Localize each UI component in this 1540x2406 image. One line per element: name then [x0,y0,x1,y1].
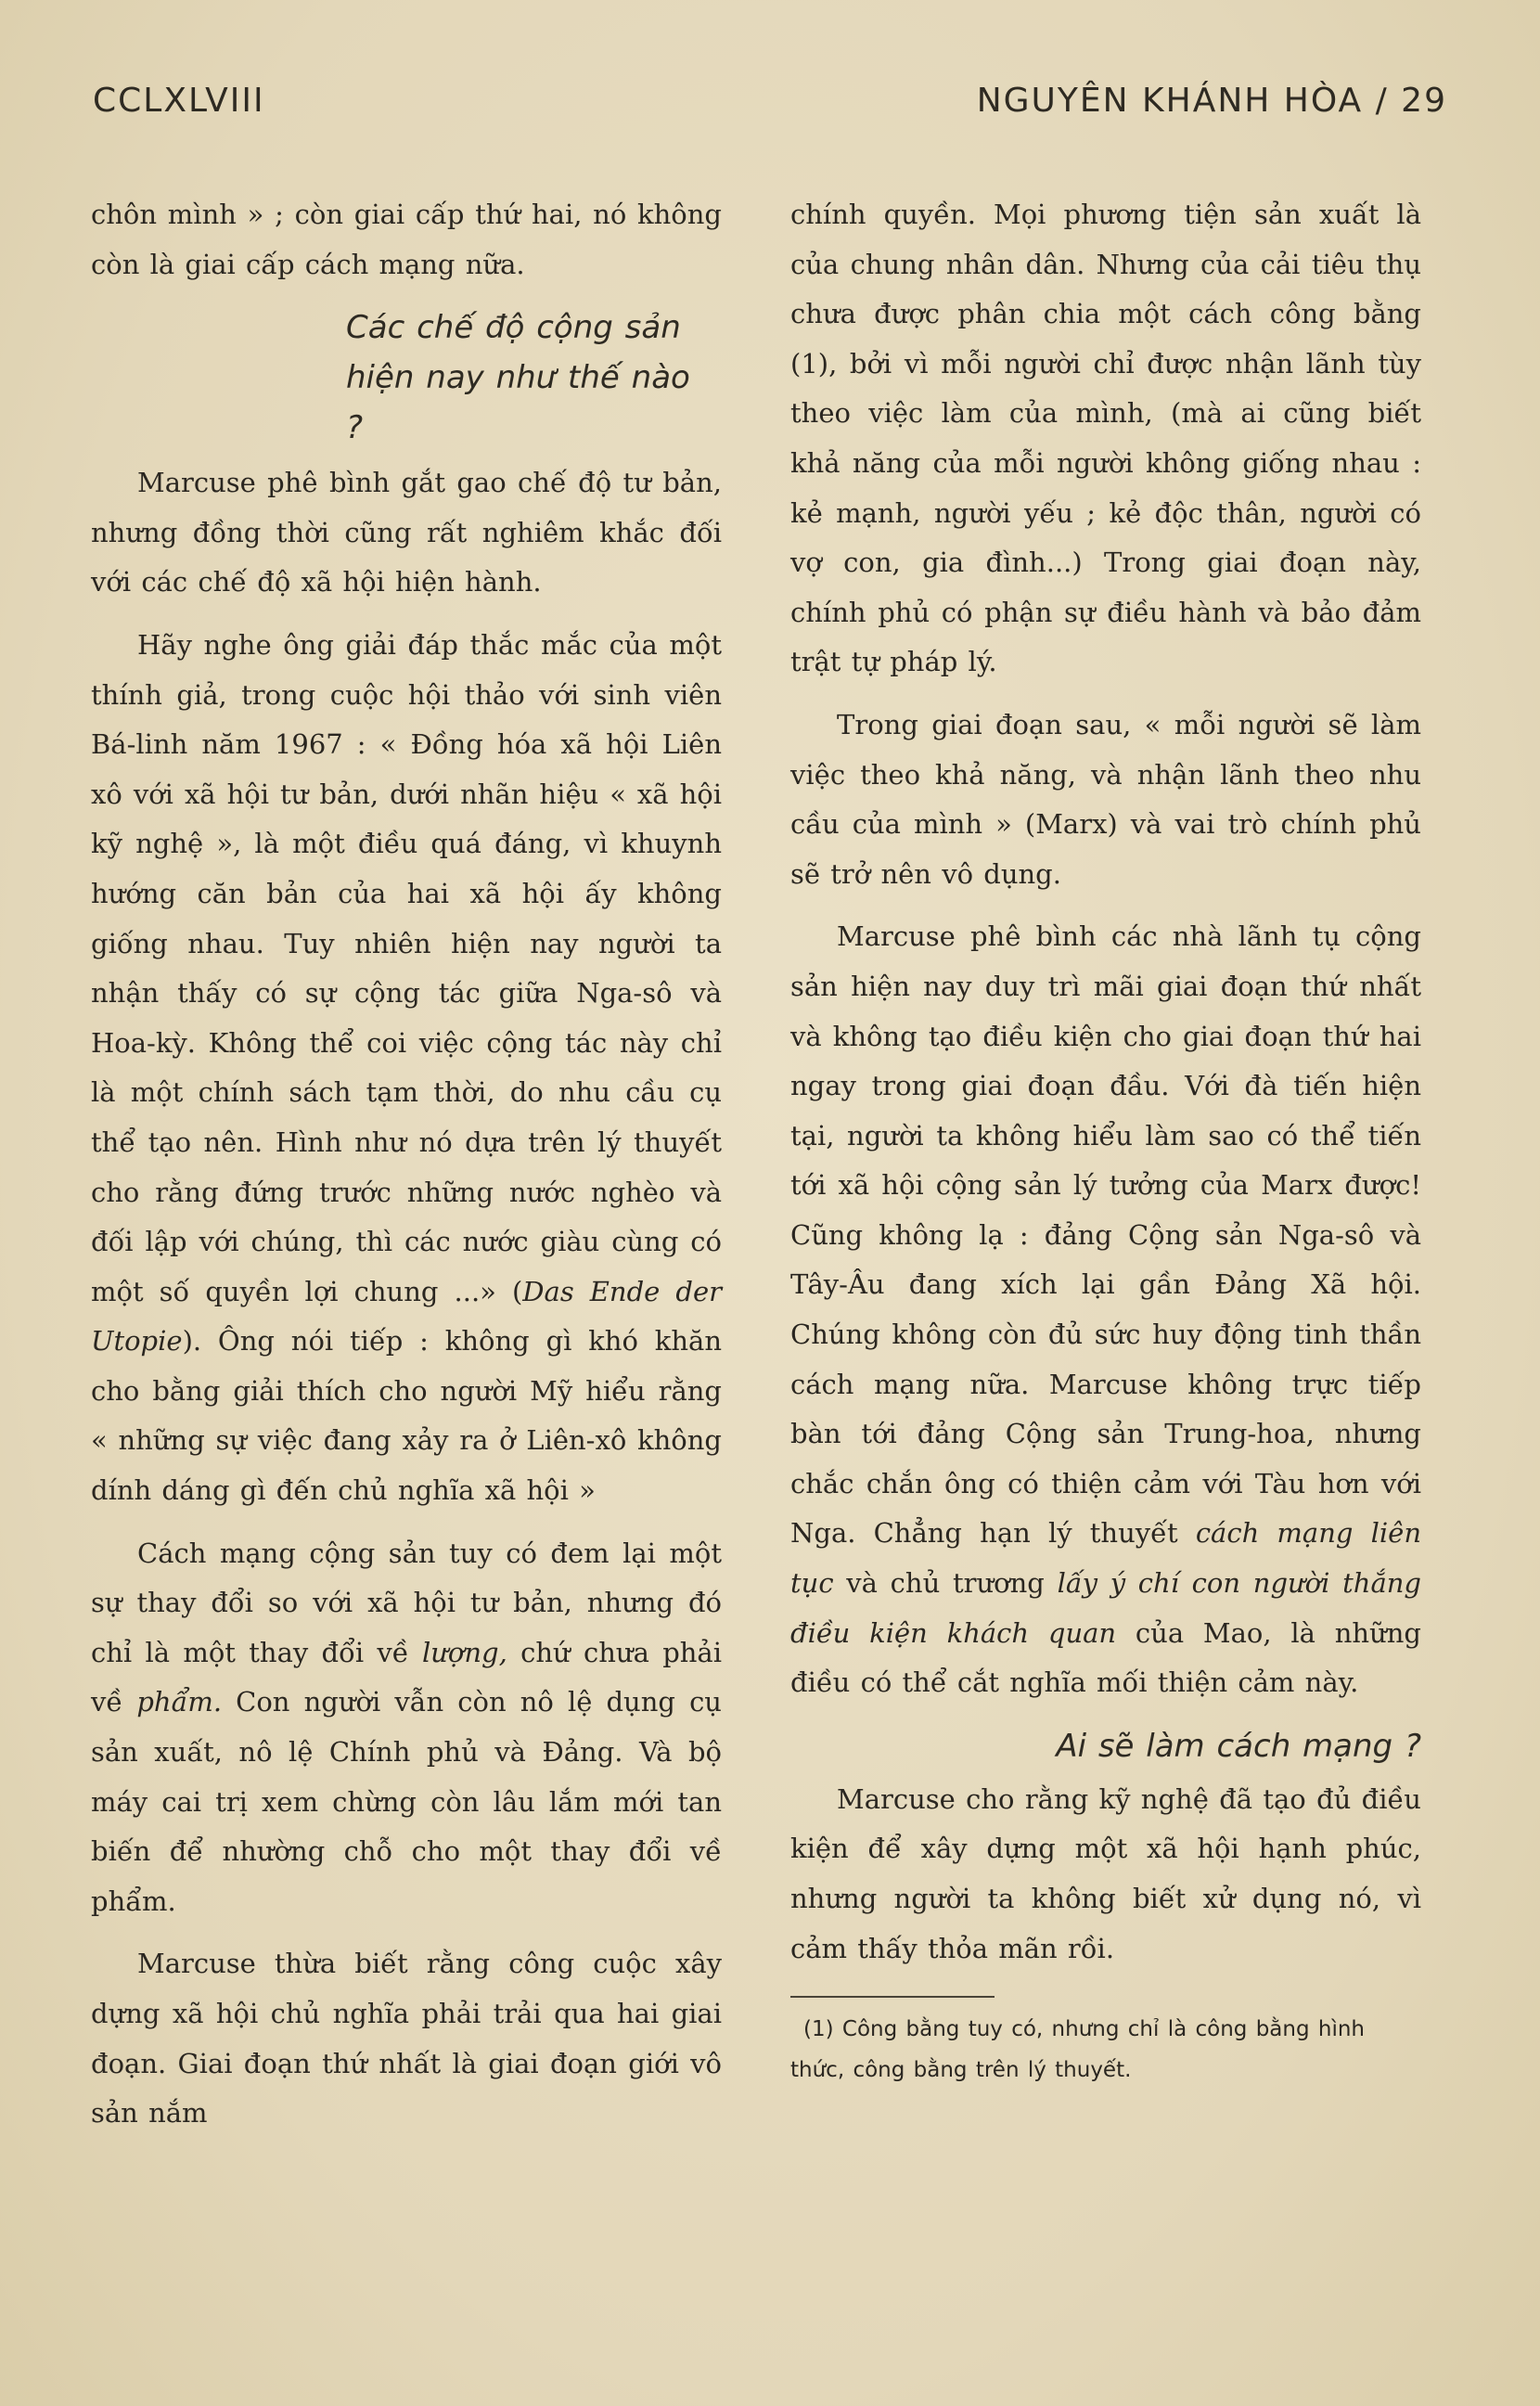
header-author-page: NGUYÊN KHÁNH HÒA / 29 [976,82,1447,120]
paragraph: Hãy nghe ông giải đáp thắc mắc của một thính giả, trong cuộc hội thảo với sinh viên Bá-linh năm 1967 : « Đồng hóa xã hội Liên xô với xã hội tư bản, dưới nhãn hiệu « xã hội kỹ nghệ », là một điều quá đáng, vì khuynh hướng căn bản của hai xã hội ấy không giống nhau. Tuy nhiên hiện nay người ta nhận thấy có sự cộng tác giữa Nga-sô và Hoa-kỳ. Không thể coi việc cộng tác này chỉ là một chính sách tạm thời, do nhu cầu cụ thể tạo nên. Hình như nó dựa trên lý thuyết cho rằng đứng trước những nước nghèo và đối lập với chúng, thì các nước giàu cùng có một số quyền lợi chung ...» (Das Ende der Utopie). Ông nói tiếp : không gì khó khăn cho bằng giải thích cho người Mỹ hiểu rằng « những sự việc đang xảy ra ở Liên-xô không dính dáng gì đến chủ nghĩa xã hội » [91,628,722,1507]
right-column [790,190,1421,2091]
paragraph: Marcuse phê bình các nhà lãnh tụ cộng sản hiện nay duy trì mãi giai đoạn thứ nhất và không tạo điều kiện cho giai đoạn thứ hai ngay trong giai đoạn đầu. Với đà tiến hiện tại, người ta không hiểu làm sao có thể tiến tới xã hội cộng sản lý tưởng của Marx được! Cũng không lạ : đảng Cộng sản Nga-sô và Tây-Âu đang xích lại gần Đảng Xã hội. Chúng không còn đủ sức huy động tinh thần cách mạng nữa. Marcuse không trực tiếp bàn tới đảng Cộng sản Trung-hoa, nhưng chắc chắn ông có thiện cảm với Tàu hơn với Nga. Chẳng hạn lý thuyết cách mạng liên tục và chủ trương lấy ý chí con người thắng điều kiện khách quan của Mao, là những điều có thể cắt nghĩa mối thiện cảm này. [790,920,1421,1699]
footnote: (1) Công bằng tuy có, nhưng chỉ là công bằng hình thức, công bằng trên lý thuyết. [790,2017,1365,2083]
paragraph: chôn mình » ; còn giai cấp thứ hai, nó không còn là giai cấp cách mạng nữa. [91,199,722,280]
citation-title: Das Ende der Utopie [91,1275,722,1357]
running-header [93,82,1447,128]
header-section-numeral: CCLXLVIII [93,82,265,120]
left-column [91,190,722,2152]
paragraph: Marcuse cho rằng kỹ nghệ đã tạo đủ điều kiện để xây dựng một xã hội hạnh phúc, nhưng người ta không biết xử dụng nó, vì cảm thấy thỏa mãn rồi. [790,1782,1421,1964]
section-heading: Các chế độ cộng sản hiện nay như thế nào ? [346,309,690,447]
footnote-rule [790,1996,995,1998]
paragraph: Cách mạng cộng sản tuy có đem lại một sự thay đổi so với xã hội tư bản, nhưng đó chỉ là một thay đổi về lượng, chứ chưa phải về phẩm. Con người vẫn còn nô lệ dụng cụ sản xuất, nô lệ Chính phủ và Đảng. Và bộ máy cai trị xem chừng còn lâu lắm mới tan biến để nhường chỗ cho một thay đổi về phẩm. [91,1537,722,1917]
paragraph: Marcuse thừa biết rằng công cuộc xây dựng xã hội chủ nghĩa phải trải qua hai giai đoạn. Giai đoạn thứ nhất là giai đoạn giới vô sản nắm [91,1948,722,2129]
section-heading: Ai sẽ làm cách mạng ? [1056,1727,1421,1765]
paragraph: chính quyền. Mọi phương tiện sản xuất là của chung nhân dân. Nhưng của cải tiêu thụ chưa được phân chia một cách công bằng (1), bởi vì mỗi người chỉ được nhận lãnh tùy theo việc làm của mình, (mà ai cũng biết khả năng của mỗi người không giống nhau : kẻ mạnh, người yếu ; kẻ độc thân, người có vợ con, gia đình...) Trong giai đoạn này, chính phủ có phận sự điều hành và bảo đảm trật tự pháp lý. [790,199,1421,678]
paragraph: Trong giai đoạn sau, « mỗi người sẽ làm việc theo khả năng, và nhận lãnh theo nhu cầu của mình » (Marx) và vai trò chính phủ sẽ trở nên vô dụng. [790,708,1421,890]
paragraph: Marcuse phê bình gắt gao chế độ tư bản, nhưng đồng thời cũng rất nghiêm khắc đối với các chế độ xã hội hiện hành. [91,467,722,598]
